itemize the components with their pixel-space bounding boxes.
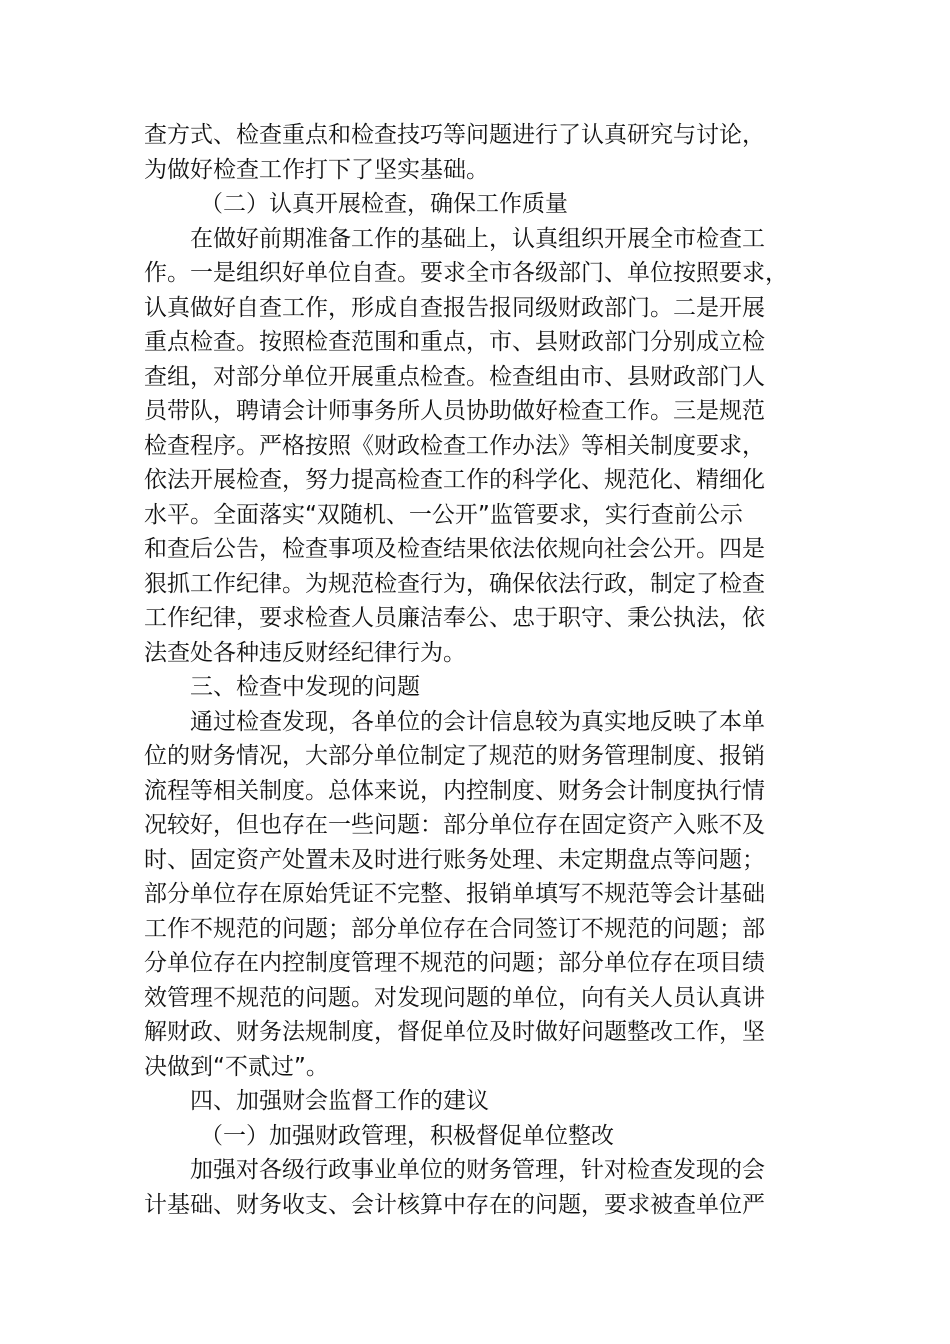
section-heading: 三、检查中发现的问题 (190, 674, 420, 700)
body-line: 查组，对部分单位开展重点检查。检查组由市、县财政部门人 (144, 363, 765, 390)
subsection-heading: （二）认真开展检查，确保工作质量 (200, 191, 568, 217)
body-line: 部分单位存在原始凭证不完整、报销单填写不规范等会计基础 (144, 881, 765, 907)
body-line: 水平。全面落实“双随机、一公开”监管要求，实行查前公示 (144, 501, 743, 528)
body-line: 重点检查。按照检查范围和重点，市、县财政部门分别成立检 (144, 329, 765, 355)
body-line: 员带队，聘请会计师事务所人员协助做好检查工作。三是规范 (144, 398, 765, 424)
body-line: 检查程序。严格按照《财政检查工作办法》等相关制度要求， (144, 432, 765, 459)
subsection-heading: （一）加强财政管理，积极督促单位整改 (200, 1122, 614, 1149)
body-line: 决做到“不贰过”。 (144, 1053, 329, 1080)
body-line: 位的财务情况，大部分单位制定了规范的财务管理制度、报销 (144, 743, 765, 769)
body-line: 认真做好自查工作，形成自查报告报同级财政部门。二是开展 (144, 294, 765, 321)
body-line: 狠抓工作纪律。为规范检查行为，确保依法行政，制定了检查 (144, 570, 765, 597)
body-line: 工作纪律，要求检查人员廉洁奉公、忠于职守、秉公执法，依 (144, 605, 765, 631)
paragraph-first-line: 通过检查发现，各单位的会计信息较为真实地反映了本单 (190, 708, 765, 735)
section-heading: 四、加强财会监督工作的建议 (190, 1088, 489, 1114)
body-line: 查方式、检查重点和检查技巧等问题进行了认真研究与讨论， (144, 122, 765, 148)
body-line: 为做好检查工作打下了坚实基础。 (144, 156, 489, 183)
body-line: 解财政、财务法规制度，督促单位及时做好问题整改工作，坚 (144, 1019, 765, 1045)
body-line: 分单位存在内控制度管理不规范的问题；部分单位存在项目绩 (144, 950, 765, 976)
document-body (144, 118, 814, 1222)
paragraph-first-line: 加强对各级行政事业单位的财务管理，针对检查发现的会 (190, 1157, 765, 1183)
body-line: 和查后公告，检查事项及检查结果依法依规向社会公开。四是 (144, 536, 765, 562)
paragraph-first-line: 在做好前期准备工作的基础上，认真组织开展全市检查工 (190, 225, 765, 252)
body-line: 依法开展检查，努力提高检查工作的科学化、规范化、精细化 (144, 467, 765, 493)
body-line: 时、固定资产处置未及时进行账务处理、未定期盘点等问题； (144, 846, 765, 873)
body-line: 效管理不规范的问题。对发现问题的单位，向有关人员认真讲 (144, 984, 765, 1011)
body-line: 计基础、财务收支、会计核算中存在的问题，要求被查单位严 (144, 1191, 765, 1218)
body-line: 流程等相关制度。总体来说，内控制度、财务会计制度执行情 (144, 777, 765, 804)
body-line: 作。一是组织好单位自查。要求全市各级部门、单位按照要求， (144, 260, 788, 286)
body-line: 况较好，但也存在一些问题：部分单位存在固定资产入账不及 (144, 812, 765, 838)
body-line: 法查处各种违反财经纪律行为。 (144, 639, 466, 666)
body-line: 工作不规范的问题；部分单位存在合同签订不规范的问题；部 (144, 915, 765, 942)
